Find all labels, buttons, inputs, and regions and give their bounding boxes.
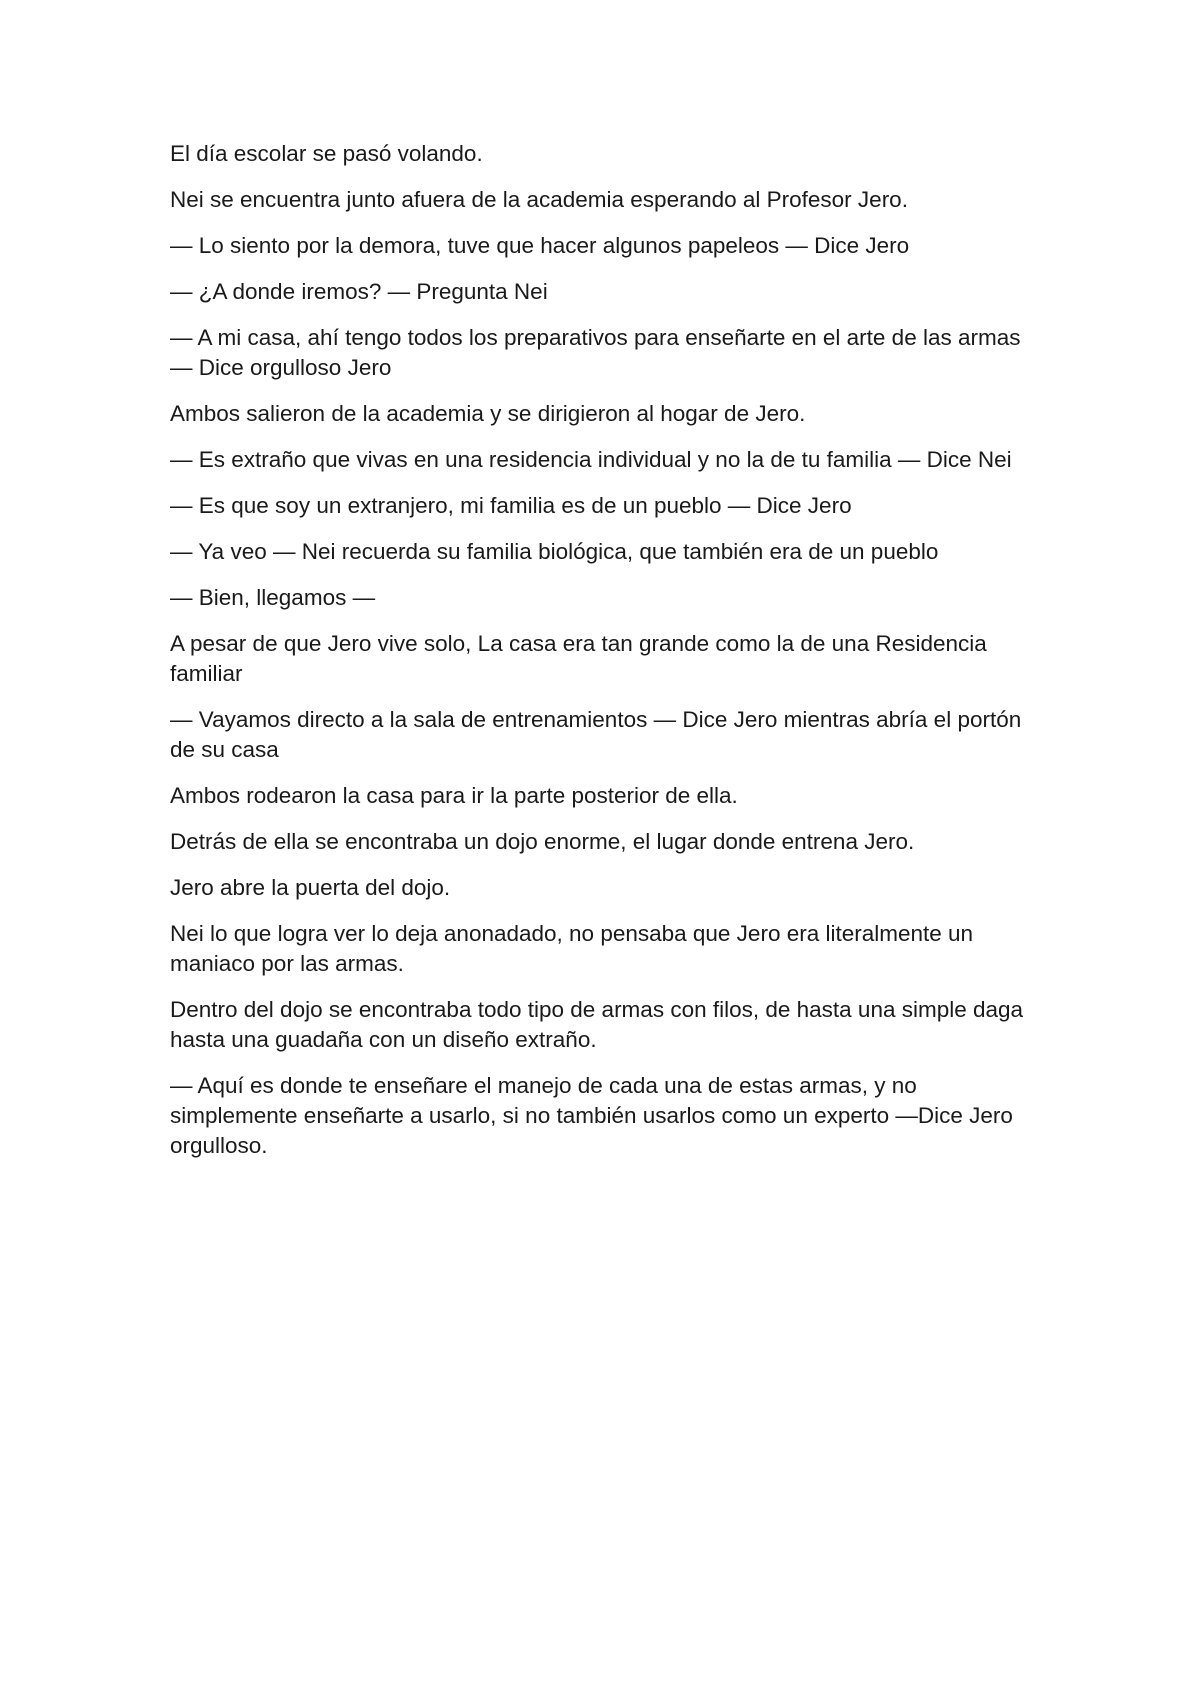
paragraph: Detrás de ella se encontraba un dojo enorme, el lugar donde entrena Jero. <box>170 829 915 854</box>
paragraph: — A mi casa, ahí tengo todos los preparativos para enseñarte en el arte de las armas — Dice orgulloso Jero <box>170 325 1021 380</box>
paragraph: Nei lo que logra ver lo deja anonadado, no pensaba que Jero era literalmente un maniaco por las armas. <box>170 921 974 976</box>
paragraph: — Lo siento por la demora, tuve que hacer algunos papeleos — Dice Jero <box>170 233 910 258</box>
paragraph: — Ya veo — Nei recuerda su familia biológica, que también era de un pueblo <box>170 539 939 564</box>
paragraph: — Es extraño que vivas en una residencia individual y no la de tu familia — Dice Nei <box>170 447 1012 472</box>
paragraph: El día escolar se pasó volando. <box>170 141 483 166</box>
paragraph: — Aquí es donde te enseñare el manejo de cada una de estas armas, y no simplemente enseñarte a usarlo, si no también usarlos como un experto —Dice Jero orgulloso. <box>170 1073 1013 1158</box>
paragraph: Dentro del dojo se encontraba todo tipo de armas con filos, de hasta una simple daga hasta una guadaña con un diseño extraño. <box>170 997 1024 1052</box>
paragraph: — Vayamos directo a la sala de entrenamientos — Dice Jero mientras abría el portón de su casa <box>170 707 1022 762</box>
paragraph: Nei se encuentra junto afuera de la academia esperando al Profesor Jero. <box>170 187 908 212</box>
paragraph: — Es que soy un extranjero, mi familia es de un pueblo — Dice Jero <box>170 493 852 518</box>
paragraph: A pesar de que Jero vive solo, La casa era tan grande como la de una Residencia familiar <box>170 631 987 686</box>
document-body <box>170 139 1030 1177</box>
paragraph: — Bien, llegamos — <box>170 585 376 610</box>
paragraph: Ambos rodearon la casa para ir la parte posterior de ella. <box>170 783 738 808</box>
paragraph: Ambos salieron de la academia y se dirigieron al hogar de Jero. <box>170 401 806 426</box>
paragraph: — ¿A donde iremos? — Pregunta Nei <box>170 279 548 304</box>
paragraph: Jero abre la puerta del dojo. <box>170 875 451 900</box>
